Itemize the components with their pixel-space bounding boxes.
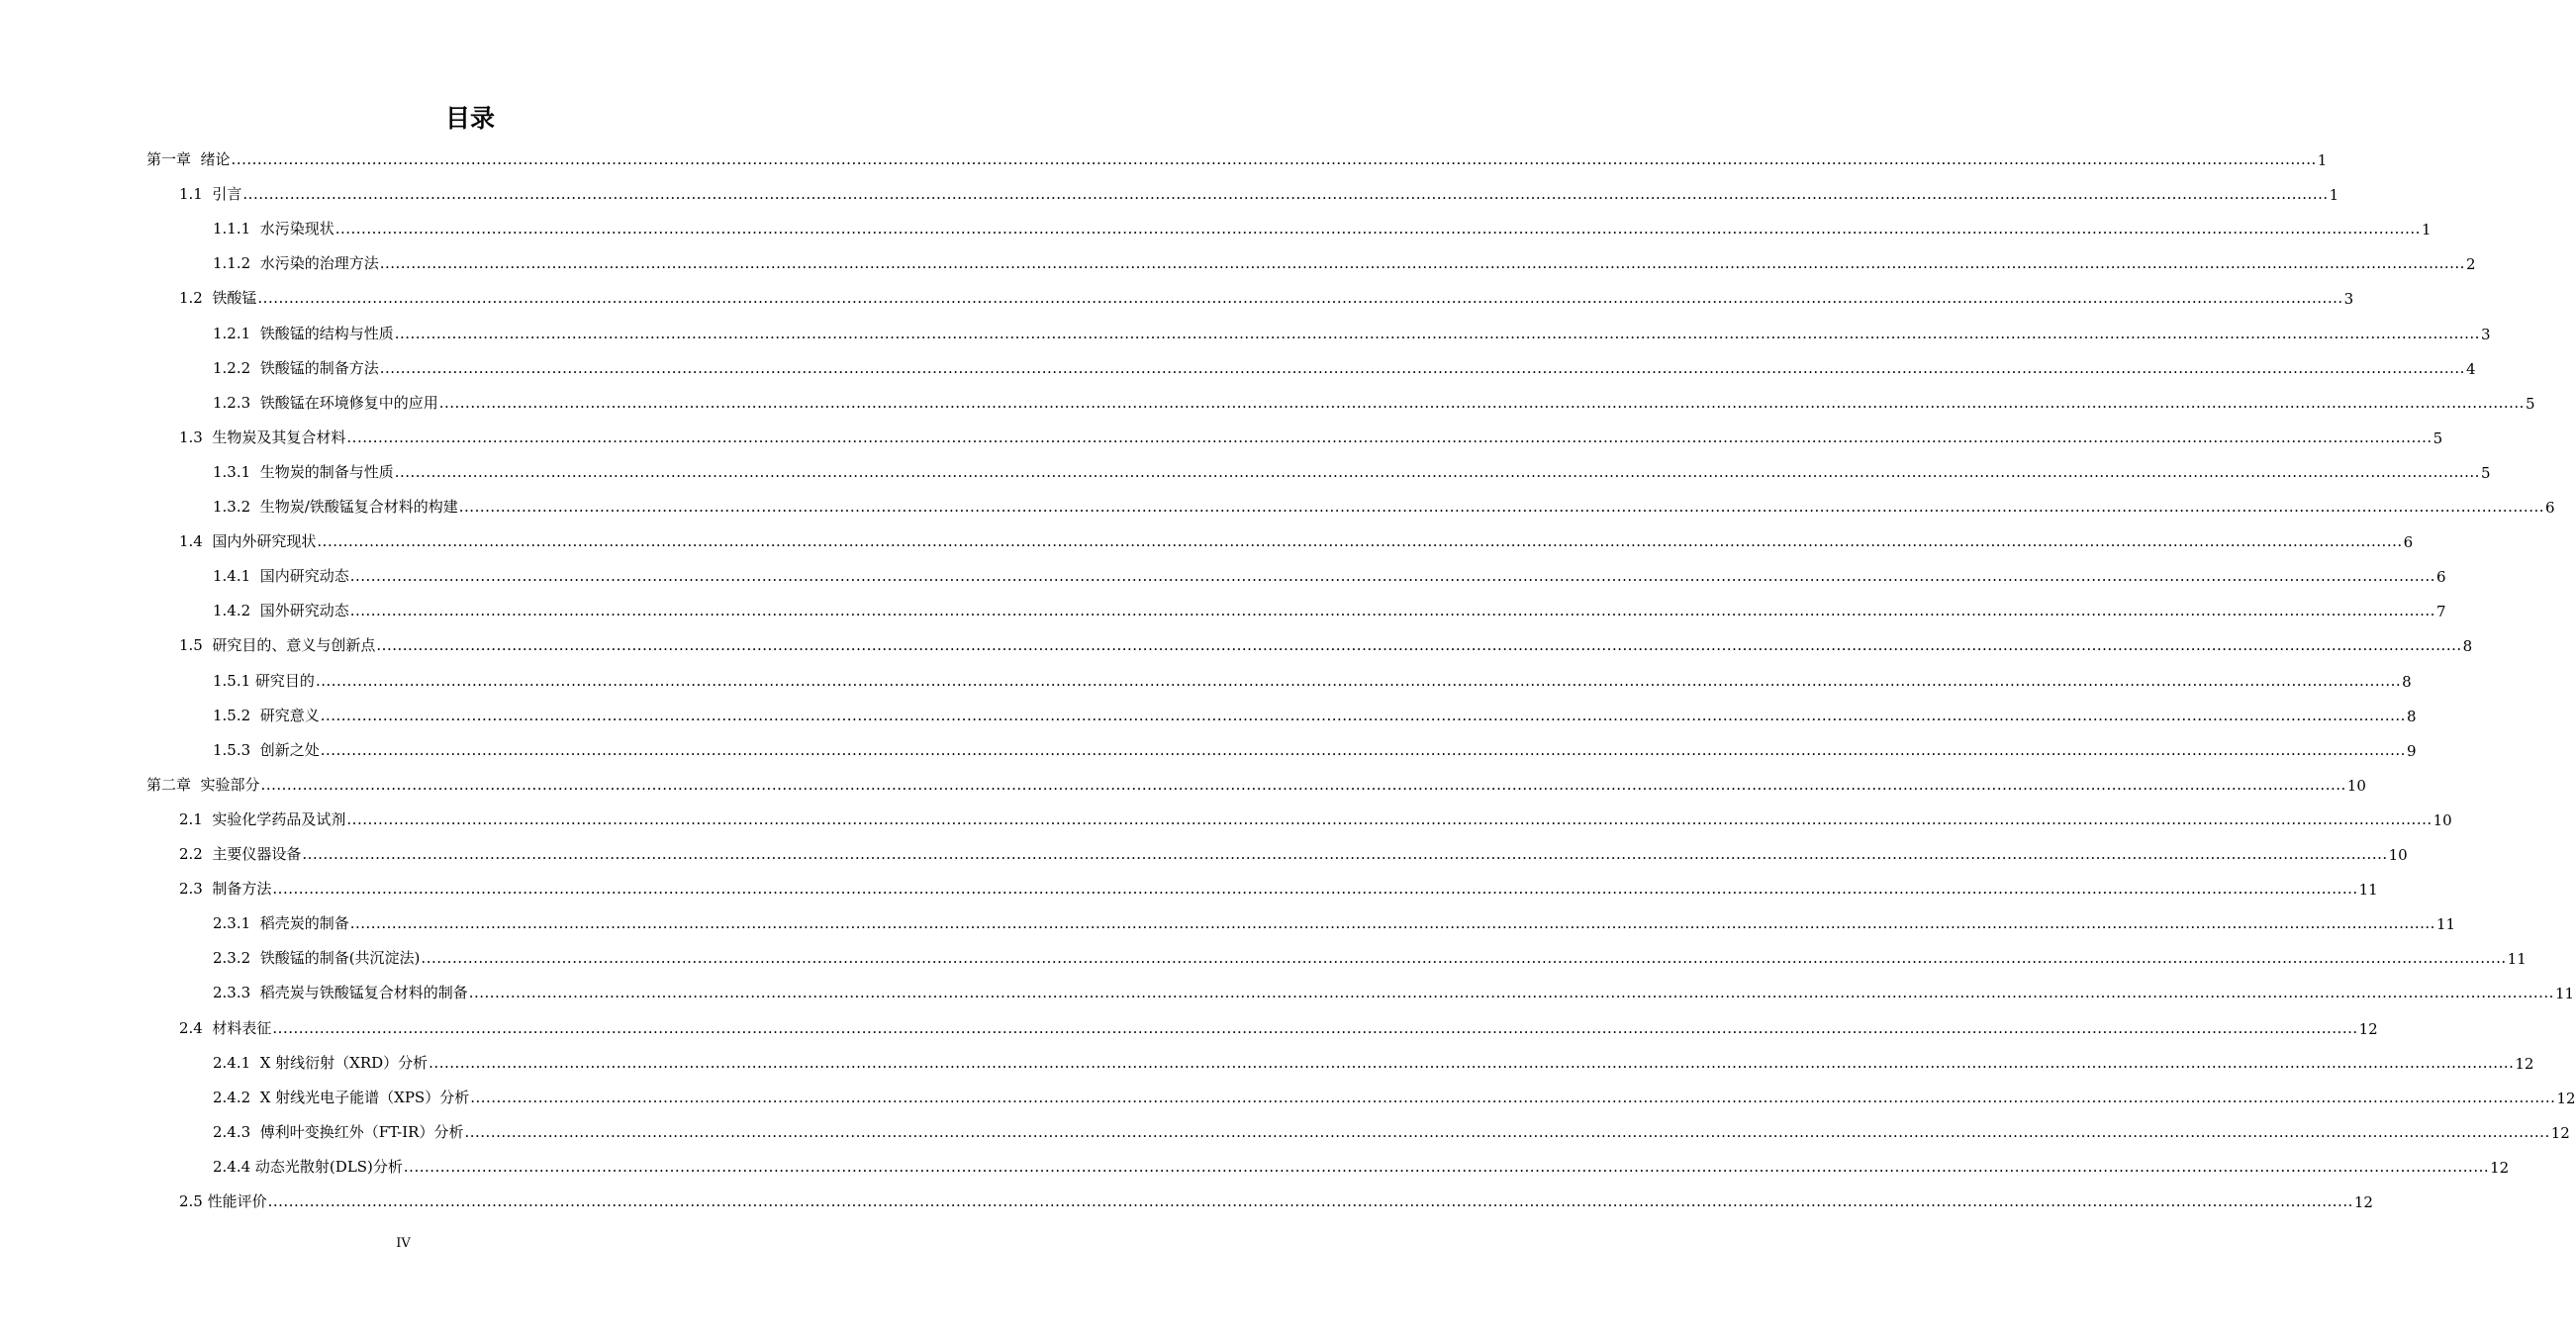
- toc-leader-dots: ................................................................................................................................................................................................................................................................................................................................................................................................................: [458, 498, 2544, 516]
- toc-entry-page: 6: [2403, 533, 2414, 552]
- toc-entry-label: 1.1.1 水污染现状: [213, 220, 334, 238]
- toc-entry[interactable]: [0, 343, 2476, 378]
- toc-entry-page: 9: [2406, 741, 2417, 760]
- page-title: 目录: [444, 104, 495, 133]
- toc-entry[interactable]: [0, 968, 2575, 1003]
- toc-entry[interactable]: [0, 309, 2491, 343]
- toc-entry-page: 11: [2435, 915, 2456, 934]
- toc-leader-dots: ................................................................................................................................................................................................................................................................................................................................................................................................................: [320, 706, 2406, 724]
- toc-entry-label: 第二章 实验部分: [146, 775, 260, 794]
- toc-entry[interactable]: [0, 1003, 2378, 1038]
- toc-entry-label: 2.1 实验化学药品及试剂: [179, 809, 346, 828]
- toc-leader-dots: ................................................................................................................................................................................................................................................................................................................................................................................................................: [260, 775, 2346, 794]
- toc-entry-page: 1: [2317, 151, 2328, 169]
- toc-entry-page: 11: [2358, 881, 2378, 900]
- toc-entry[interactable]: [0, 238, 2476, 274]
- toc-entry-page: 12: [2556, 1089, 2576, 1107]
- toc-entry-label: 2.4.4 动态光散射(DLS)分析: [213, 1157, 403, 1176]
- toc-entry-label: 1.3.1 生物炭的制备与性质: [213, 462, 394, 481]
- toc-entry[interactable]: [0, 586, 2446, 621]
- toc-entry-page: 10: [2388, 846, 2408, 864]
- toc-entry-page: 12: [2358, 1019, 2378, 1038]
- toc-entry[interactable]: [0, 795, 2452, 829]
- toc-leader-dots: ................................................................................................................................................................................................................................................................................................................................................................................................................: [379, 254, 2465, 273]
- toc-entry-page: 6: [2435, 568, 2446, 587]
- toc-leader-dots: ................................................................................................................................................................................................................................................................................................................................................................................................................: [334, 220, 2421, 238]
- toc-entry-label: 1.1.2 水污染的治理方法: [213, 254, 379, 273]
- toc-leader-dots: ................................................................................................................................................................................................................................................................................................................................................................................................................: [315, 671, 2402, 690]
- toc-entry-label: 1.2.3 铁酸锰在环境修复中的应用: [213, 393, 438, 412]
- toc-entry[interactable]: [0, 1073, 2576, 1107]
- toc-entry-page: 12: [2353, 1193, 2373, 1211]
- toc-entry[interactable]: [0, 691, 2417, 725]
- toc-leader-dots: ................................................................................................................................................................................................................................................................................................................................................................................................................: [272, 1018, 2358, 1037]
- toc-entry[interactable]: [0, 1038, 2534, 1073]
- toc-entry[interactable]: [0, 413, 2443, 447]
- toc-leader-dots: ................................................................................................................................................................................................................................................................................................................................................................................................................: [394, 324, 2480, 342]
- toc-entry-page: 6: [2545, 499, 2555, 517]
- page-number: IV: [396, 1236, 411, 1251]
- toc-leader-dots: ................................................................................................................................................................................................................................................................................................................................................................................................................: [302, 845, 2388, 863]
- toc-entry[interactable]: [0, 864, 2378, 900]
- toc-leader-dots: ................................................................................................................................................................................................................................................................................................................................................................................................................: [468, 984, 2554, 1002]
- toc-entry-label: 2.5 性能评价: [179, 1192, 267, 1210]
- toc-entry-label: 2.4.1 X 射线衍射（XRD）分析: [213, 1053, 429, 1072]
- toc-leader-dots: ................................................................................................................................................................................................................................................................................................................................................................................................................: [421, 949, 2507, 968]
- toc-entry-label: 1.2.2 铁酸锰的制备方法: [213, 358, 379, 377]
- toc-entry-page: 12: [2490, 1158, 2510, 1177]
- toc-leader-dots: ................................................................................................................................................................................................................................................................................................................................................................................................................: [349, 567, 2435, 586]
- toc-entry[interactable]: [0, 933, 2527, 969]
- toc-leader-dots: ................................................................................................................................................................................................................................................................................................................................................................................................................: [403, 1157, 2490, 1176]
- toc-entry-label: 1.3.2 生物炭/铁酸锰复合材料的构建: [213, 498, 458, 516]
- toc-entry[interactable]: [0, 760, 2366, 795]
- toc-leader-dots: ................................................................................................................................................................................................................................................................................................................................................................................................................: [438, 393, 2525, 412]
- toc-entry-page: 10: [2346, 776, 2366, 795]
- toc-entry-label: 1.5.1 研究目的: [213, 671, 315, 690]
- toc-entry[interactable]: [0, 517, 2414, 552]
- toc-entry[interactable]: [0, 135, 2328, 169]
- toc-entry[interactable]: [0, 378, 2535, 413]
- toc-entry-label: 1.5 研究目的、意义与创新点: [179, 636, 376, 655]
- toc-entry-page: 8: [2402, 672, 2412, 691]
- toc-entry-label: 1.4.2 国外研究动态: [213, 602, 349, 620]
- toc-entry-label: 2.3.2 铁酸锰的制备(共沉淀法): [213, 949, 421, 968]
- toc-entry-label: 1.4.1 国内研究动态: [213, 567, 349, 586]
- toc-leader-dots: ................................................................................................................................................................................................................................................................................................................................................................................................................: [320, 740, 2406, 759]
- toc-entry-page: 4: [2465, 359, 2476, 378]
- toc-entry-label: 2.2 主要仪器设备: [179, 845, 302, 863]
- toc-entry-label: 1.1 引言: [179, 185, 242, 204]
- toc-entry[interactable]: [0, 1107, 2570, 1142]
- toc-entry-label: 1.5.2 研究意义: [213, 706, 320, 724]
- toc-leader-dots: ................................................................................................................................................................................................................................................................................................................................................................................................................: [267, 1192, 2353, 1210]
- toc-leader-dots: ................................................................................................................................................................................................................................................................................................................................................................................................................: [272, 880, 2358, 899]
- toc-entry-page: 3: [2343, 290, 2354, 309]
- toc-entry-page: 5: [2480, 463, 2491, 482]
- toc-entry-page: 10: [2433, 810, 2452, 829]
- toc-entry[interactable]: [0, 447, 2491, 482]
- toc-leader-dots: ................................................................................................................................................................................................................................................................................................................................................................................................................: [394, 462, 2480, 481]
- toc-leader-dots: ................................................................................................................................................................................................................................................................................................................................................................................................................: [346, 809, 2433, 828]
- toc-entry[interactable]: [0, 273, 2354, 309]
- toc-entry-page: 12: [2515, 1054, 2534, 1073]
- toc-entry-page: 5: [2525, 394, 2535, 413]
- toc-entry-label: 1.2.1 铁酸锰的结构与性质: [213, 324, 394, 342]
- toc-entry-page: 1: [2329, 186, 2339, 205]
- toc-entry[interactable]: [0, 1177, 2373, 1211]
- toc-entry-label: 2.3.3 稻壳炭与铁酸锰复合材料的制备: [213, 984, 468, 1002]
- toc-entry[interactable]: [0, 829, 2408, 864]
- toc-entry-page: 3: [2480, 325, 2491, 343]
- toc-entry-page: 11: [2507, 950, 2527, 969]
- toc-entry-page: 1: [2421, 221, 2432, 239]
- toc-entry[interactable]: [0, 656, 2412, 691]
- toc-entry-label: 2.3 制备方法: [179, 880, 272, 899]
- toc-leader-dots: ................................................................................................................................................................................................................................................................................................................................................................................................................: [346, 428, 2433, 446]
- toc-entry-label: 1.4 国内外研究现状: [179, 532, 317, 551]
- toc-entry[interactable]: [0, 899, 2456, 934]
- toc-leader-dots: ................................................................................................................................................................................................................................................................................................................................................................................................................: [317, 532, 2403, 551]
- toc-entry-page: 12: [2550, 1123, 2570, 1142]
- toc-entry[interactable]: [0, 169, 2339, 205]
- toc-entry-label: 2.4 材料表征: [179, 1018, 272, 1037]
- toc-entry-page: 11: [2554, 985, 2575, 1003]
- toc-entry-label: 第一章 绪论: [146, 150, 231, 168]
- toc-entry-page: 8: [2406, 707, 2417, 725]
- toc-entry[interactable]: [0, 620, 2473, 656]
- toc-leader-dots: ................................................................................................................................................................................................................................................................................................................................................................................................................: [349, 914, 2435, 933]
- toc-entry-label: 2.3.1 稻壳炭的制备: [213, 914, 349, 933]
- toc-leader-dots: ................................................................................................................................................................................................................................................................................................................................................................................................................: [242, 185, 2329, 204]
- toc-entry[interactable]: [0, 1142, 2510, 1177]
- toc-leader-dots: ................................................................................................................................................................................................................................................................................................................................................................................................................: [257, 289, 2343, 308]
- toc-leader-dots: ................................................................................................................................................................................................................................................................................................................................................................................................................: [429, 1053, 2515, 1072]
- toc-entry[interactable]: [0, 725, 2417, 760]
- toc-entry-label: 1.3 生物炭及其复合材料: [179, 428, 346, 446]
- toc-entry-page: 2: [2465, 255, 2476, 274]
- toc-entry[interactable]: [0, 551, 2446, 587]
- toc-entry[interactable]: [0, 204, 2432, 239]
- toc-entry-page: 7: [2435, 603, 2446, 621]
- toc-leader-dots: ................................................................................................................................................................................................................................................................................................................................................................................................................: [349, 602, 2435, 620]
- toc-entry-page: 5: [2433, 428, 2443, 447]
- toc-leader-dots: ................................................................................................................................................................................................................................................................................................................................................................................................................: [470, 1088, 2556, 1106]
- toc-leader-dots: ................................................................................................................................................................................................................................................................................................................................................................................................................: [231, 150, 2317, 168]
- toc-entry-page: 8: [2462, 637, 2473, 656]
- toc-leader-dots: ................................................................................................................................................................................................................................................................................................................................................................................................................: [379, 358, 2465, 377]
- toc-entry-label: 1.2 铁酸锰: [179, 289, 257, 308]
- toc-entry-label: 2.4.3 傅利叶变换红外（FT-IR）分析: [213, 1122, 464, 1141]
- toc-leader-dots: ................................................................................................................................................................................................................................................................................................................................................................................................................: [376, 636, 2462, 655]
- toc-leader-dots: ................................................................................................................................................................................................................................................................................................................................................................................................................: [464, 1122, 2550, 1141]
- toc-entry-label: 2.4.2 X 射线光电子能谱（XPS）分析: [213, 1088, 470, 1106]
- toc-entry-label: 1.5.3 创新之处: [213, 740, 320, 759]
- toc-entry[interactable]: [0, 482, 2555, 517]
